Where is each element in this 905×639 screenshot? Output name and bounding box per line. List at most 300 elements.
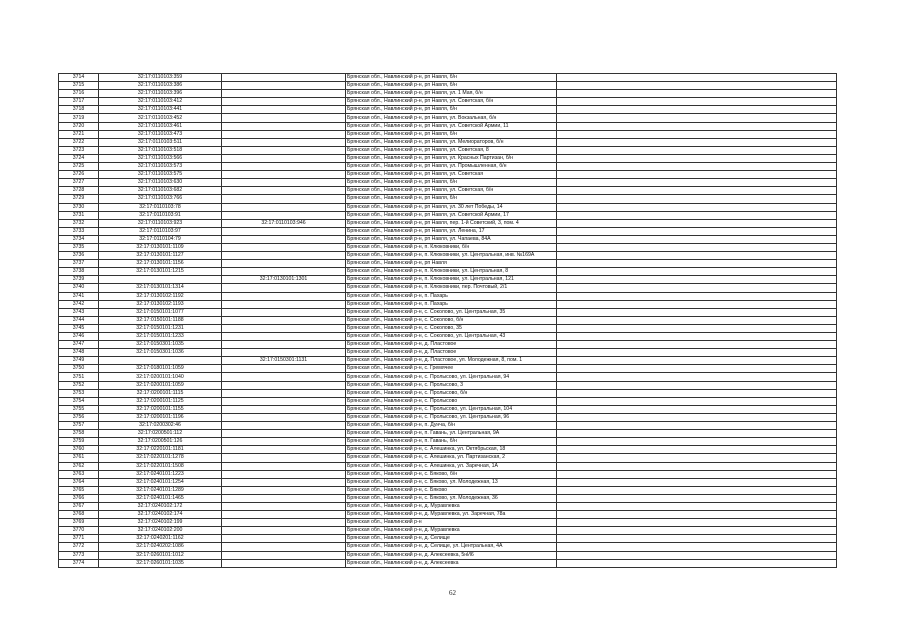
table-row (59, 502, 837, 510)
table-row (59, 130, 837, 138)
row-number-cell: 3760 (59, 446, 99, 454)
cadastral-number-cell: 32:17:0110103:511 (99, 138, 222, 146)
related-cadastral-number-cell (222, 527, 346, 535)
empty-cell (557, 389, 837, 397)
empty-cell (557, 154, 837, 162)
related-cadastral-number-cell (222, 316, 346, 324)
related-cadastral-number-cell (222, 381, 346, 389)
table-row (59, 268, 837, 276)
address-cell: Брянская обл., Навлинский р-н, рп Навля, ул. Советской Армии, 17 (346, 211, 557, 219)
empty-cell (557, 551, 837, 559)
cadastral-number-cell: 32:17:0110103:766 (99, 195, 222, 203)
related-cadastral-number-cell (222, 365, 346, 373)
address-cell: Брянская обл., Навлинский р-н, п. Дунча, б/н (346, 422, 557, 430)
related-cadastral-number-cell (222, 203, 346, 211)
cadastral-number-cell: 32:17:0180101:1059 (99, 365, 222, 373)
cadastral-number-cell: 32:17:0150301:1035 (99, 341, 222, 349)
empty-cell (557, 454, 837, 462)
related-cadastral-number-cell (222, 195, 346, 203)
table-row (59, 98, 837, 106)
address-cell: Брянская обл., Навлинский р-н, д. Пластовое (346, 341, 557, 349)
cadastral-number-cell: 32:17:0150101:1188 (99, 316, 222, 324)
empty-cell (557, 203, 837, 211)
row-number-cell: 3759 (59, 438, 99, 446)
row-number-cell: 3763 (59, 470, 99, 478)
table-row (59, 349, 837, 357)
address-cell: Брянская обл., Навлинский р-н, с. Алешинка, ул. Октябрьская, 18 (346, 446, 557, 454)
address-cell: Брянская обл., Навлинский р-н, д. Селище, ул. Центральная, 4А (346, 543, 557, 551)
row-number-cell: 3718 (59, 106, 99, 114)
empty-cell (557, 227, 837, 235)
row-number-cell: 3762 (59, 462, 99, 470)
address-cell: Брянская обл., Навлинский р-н, д. Пластовое, ул. Молодежная, 8, пом. 1 (346, 357, 557, 365)
related-cadastral-number-cell (222, 446, 346, 454)
cadastral-number-cell (99, 276, 222, 284)
row-number-cell: 3729 (59, 195, 99, 203)
address-cell: Брянская обл., Навлинский р-н, п. Клюковники, пер. Почтовый, 2/1 (346, 284, 557, 292)
empty-cell (557, 430, 837, 438)
address-cell: Брянская обл., Навлинский р-н, с. Алешинка, ул. Партизанская, 2 (346, 454, 557, 462)
related-cadastral-number-cell (222, 154, 346, 162)
address-cell: Брянская обл., Навлинский р-н, рп Навля, б/н (346, 74, 557, 82)
row-number-cell: 3750 (59, 365, 99, 373)
table-row (59, 430, 837, 438)
address-cell: Брянская обл., Навлинский р-н, рп Навля, б/н (346, 82, 557, 90)
address-cell: Брянская обл., Навлинский р-н, п. Гавань, б/н (346, 438, 557, 446)
empty-cell (557, 511, 837, 519)
cadastral-number-cell: 32:17:0110103:461 (99, 122, 222, 130)
address-cell: Брянская обл., Навлинский р-н, рп Навля, б/н (346, 195, 557, 203)
table-row (59, 243, 837, 251)
table-row (59, 227, 837, 235)
related-cadastral-number-cell (222, 405, 346, 413)
cadastral-number-cell: 32:17:0200101:1196 (99, 413, 222, 421)
cadastral-number-cell: 32:17:0110103:412 (99, 98, 222, 106)
cadastral-number-cell: 32:17:0200101:1125 (99, 397, 222, 405)
table-row (59, 300, 837, 308)
row-number-cell: 3770 (59, 527, 99, 535)
table-body (59, 74, 837, 568)
empty-cell (557, 519, 837, 527)
related-cadastral-number-cell (222, 284, 346, 292)
cadastral-number-cell: 32:17:0220101:1181 (99, 446, 222, 454)
table-row (59, 535, 837, 543)
row-number-cell: 3749 (59, 357, 99, 365)
related-cadastral-number-cell (222, 462, 346, 470)
related-cadastral-number-cell (222, 211, 346, 219)
row-number-cell: 3727 (59, 179, 99, 187)
table-row (59, 543, 837, 551)
cadastral-number-cell: 32:17:0110103:682 (99, 187, 222, 195)
cadastral-number-cell: 32:17:0110103:575 (99, 171, 222, 179)
row-number-cell: 3766 (59, 494, 99, 502)
empty-cell (557, 316, 837, 324)
address-cell: Брянская обл., Навлинский р-н, рп Навля, ул. Красных Партизан, б/н (346, 154, 557, 162)
cadastral-number-cell: 32:17:0110103:923 (99, 219, 222, 227)
row-number-cell: 3730 (59, 203, 99, 211)
table-row (59, 365, 837, 373)
empty-cell (557, 235, 837, 243)
empty-cell (557, 478, 837, 486)
address-cell: Брянская обл., Навлинский р-н, рп Навля, ул. Советская (346, 171, 557, 179)
empty-cell (557, 357, 837, 365)
row-number-cell: 3719 (59, 114, 99, 122)
table-row (59, 551, 837, 559)
row-number-cell: 3757 (59, 422, 99, 430)
related-cadastral-number-cell (222, 551, 346, 559)
empty-cell (557, 381, 837, 389)
related-cadastral-number-cell (222, 543, 346, 551)
empty-cell (557, 211, 837, 219)
cadastral-number-cell: 32:17:0150101:1077 (99, 308, 222, 316)
address-cell: Брянская обл., Навлинский р-н, рп Навля, ул. Советская, б/н (346, 187, 557, 195)
empty-cell (557, 74, 837, 82)
related-cadastral-number-cell (222, 130, 346, 138)
cadastral-number-cell: 32:17:0240101:1254 (99, 478, 222, 486)
row-number-cell: 3724 (59, 154, 99, 162)
cadastral-number-cell: 32:17:0240101:1223 (99, 470, 222, 478)
related-cadastral-number-cell (222, 511, 346, 519)
empty-cell (557, 535, 837, 543)
empty-cell (557, 171, 837, 179)
related-cadastral-number-cell (222, 82, 346, 90)
cadastral-number-cell: 32:17:0110103:441 (99, 106, 222, 114)
empty-cell (557, 252, 837, 260)
empty-cell (557, 284, 837, 292)
address-cell: Брянская обл., Навлинский р-н, с. Бяково, ул. Молодежная, 13 (346, 478, 557, 486)
cadastral-number-cell: 32:17:0240102:200 (99, 527, 222, 535)
empty-cell (557, 405, 837, 413)
related-cadastral-number-cell (222, 324, 346, 332)
address-cell: Брянская обл., Навлинский р-н, рп Навля, ул. 30 лет Победы, 14 (346, 203, 557, 211)
table-row (59, 511, 837, 519)
row-number-cell: 3715 (59, 82, 99, 90)
table-row (59, 333, 837, 341)
related-cadastral-number-cell (222, 268, 346, 276)
cadastral-number-cell: 32:17:0110104:79 (99, 235, 222, 243)
address-cell: Брянская обл., Навлинский р-н, д. Пластовое (346, 349, 557, 357)
empty-cell (557, 138, 837, 146)
row-number-cell: 3753 (59, 389, 99, 397)
empty-cell (557, 163, 837, 171)
empty-cell (557, 114, 837, 122)
address-cell: Брянская обл., Навлинский р-н, п. Клюковники, ул. Центральная, 8 (346, 268, 557, 276)
address-cell: Брянская обл., Навлинский р-н (346, 519, 557, 527)
cadastral-number-cell: 32:17:0130102:1192 (99, 292, 222, 300)
row-number-cell: 3768 (59, 511, 99, 519)
cadastral-number-cell: 32:17:0110103:78 (99, 203, 222, 211)
address-cell: Брянская обл., Навлинский р-н, с. Соколово, ул. Центральная, 43 (346, 333, 557, 341)
row-number-cell: 3744 (59, 316, 99, 324)
address-cell: Брянская обл., Навлинский р-н, с. Бяково (346, 486, 557, 494)
row-number-cell: 3748 (59, 349, 99, 357)
address-cell: Брянская обл., Навлинский р-н, д. Селище (346, 535, 557, 543)
address-cell: Брянская обл., Навлинский р-н, п. Клюковники, ул. Центральная, 121 (346, 276, 557, 284)
table-row (59, 494, 837, 502)
related-cadastral-number-cell (222, 300, 346, 308)
related-cadastral-number-cell (222, 454, 346, 462)
cadastral-number-cell: 32:17:0240201:1162 (99, 535, 222, 543)
address-cell: Брянская обл., Навлинский р-н, д. Алексеевка (346, 559, 557, 567)
empty-cell (557, 122, 837, 130)
table-row (59, 219, 837, 227)
cadastral-number-cell: 32:17:0220101:1278 (99, 454, 222, 462)
table-row (59, 146, 837, 154)
address-cell: Брянская обл., Навлинский р-н, рп Навля, б/н (346, 179, 557, 187)
related-cadastral-number-cell (222, 98, 346, 106)
cadastral-number-cell: 32:17:0110103:573 (99, 163, 222, 171)
row-number-cell: 3752 (59, 381, 99, 389)
row-number-cell: 3721 (59, 130, 99, 138)
empty-cell (557, 494, 837, 502)
table-row (59, 527, 837, 535)
table-row (59, 470, 837, 478)
empty-cell (557, 187, 837, 195)
address-cell: Брянская обл., Навлинский р-н, п. Пахарь (346, 292, 557, 300)
empty-cell (557, 268, 837, 276)
table-row (59, 74, 837, 82)
address-cell: Брянская обл., Навлинский р-н, рп Навля, ул. Чапаева, 84А (346, 235, 557, 243)
address-cell: Брянская обл., Навлинский р-н, д. Муравлевка (346, 502, 557, 510)
cadastral-number-cell: 32:17:0200101:1115 (99, 389, 222, 397)
address-cell: Брянская обл., Навлинский р-н, с. Соколово, 35 (346, 324, 557, 332)
cadastral-number-cell: 32:17:0240102:172 (99, 502, 222, 510)
cadastral-number-cell: 32:17:0200501:126 (99, 438, 222, 446)
table-row (59, 292, 837, 300)
related-cadastral-number-cell (222, 260, 346, 268)
address-cell: Брянская обл., Навлинский р-н, с. Пролысово, б/н (346, 389, 557, 397)
address-cell: Брянская обл., Навлинский р-н, рп Навля, ул. Мелиораторов, б/н (346, 138, 557, 146)
related-cadastral-number-cell (222, 502, 346, 510)
empty-cell (557, 179, 837, 187)
address-cell: Брянская обл., Навлинский р-н, с. Пролысово, 3 (346, 381, 557, 389)
cadastral-number-cell: 32:17:0110103:452 (99, 114, 222, 122)
related-cadastral-number-cell (222, 486, 346, 494)
row-number-cell: 3755 (59, 405, 99, 413)
empty-cell (557, 82, 837, 90)
address-cell: Брянская обл., Навлинский р-н, д. Алексеевка, 5нИ6 (346, 551, 557, 559)
table-row (59, 308, 837, 316)
cadastral-number-cell: 32:17:0130101:1109 (99, 243, 222, 251)
cadastral-number-cell: 32:17:0200101:1059 (99, 381, 222, 389)
related-cadastral-number-cell (222, 114, 346, 122)
related-cadastral-number-cell (222, 373, 346, 381)
table-row (59, 462, 837, 470)
page-number: 62 (449, 589, 456, 597)
address-cell: Брянская обл., Навлинский р-н, п. Гавань, ул. Центральная, 9А (346, 430, 557, 438)
empty-cell (557, 413, 837, 421)
related-cadastral-number-cell (222, 74, 346, 82)
empty-cell (557, 130, 837, 138)
empty-cell (557, 559, 837, 567)
row-number-cell: 3728 (59, 187, 99, 195)
row-number-cell: 3761 (59, 454, 99, 462)
cadastral-number-cell: 32:17:0150101:1231 (99, 324, 222, 332)
empty-cell (557, 349, 837, 357)
row-number-cell: 3739 (59, 276, 99, 284)
address-cell: Брянская обл., Навлинский р-н, с. Гремячее (346, 365, 557, 373)
cadastral-number-cell: 32:17:0110103:91 (99, 211, 222, 219)
address-cell: Брянская обл., Навлинский р-н, рп Навля, ул. Советской Армии, 11 (346, 122, 557, 130)
related-cadastral-number-cell (222, 243, 346, 251)
address-cell: Брянская обл., Навлинский р-н, рп Навля, б/н (346, 130, 557, 138)
address-cell: Брянская обл., Навлинский р-н, п. Пахарь (346, 300, 557, 308)
empty-cell (557, 438, 837, 446)
table-row (59, 211, 837, 219)
address-cell: Брянская обл., Навлинский р-н, рп Навля, ул. Вокзальная, б/н (346, 114, 557, 122)
table-row (59, 519, 837, 527)
related-cadastral-number-cell (222, 163, 346, 171)
address-cell: Брянская обл., Навлинский р-н, с. Пролысово, ул. Центральная, 94 (346, 373, 557, 381)
cadastral-number-cell: 32:17:0260101:1012 (99, 551, 222, 559)
table-row (59, 405, 837, 413)
cadastral-number-cell: 32:17:0220101:1508 (99, 462, 222, 470)
cadastral-number-cell: 32:17:0200302:46 (99, 422, 222, 430)
row-number-cell: 3758 (59, 430, 99, 438)
related-cadastral-number-cell (222, 430, 346, 438)
empty-cell (557, 276, 837, 284)
related-cadastral-number-cell: 32:17:0110103:946 (222, 219, 346, 227)
cadastral-number-cell: 32:17:0110103:566 (99, 154, 222, 162)
row-number-cell: 3714 (59, 74, 99, 82)
table-row (59, 252, 837, 260)
related-cadastral-number-cell (222, 292, 346, 300)
empty-cell (557, 365, 837, 373)
empty-cell (557, 422, 837, 430)
table-row (59, 203, 837, 211)
empty-cell (557, 341, 837, 349)
related-cadastral-number-cell (222, 397, 346, 405)
related-cadastral-number-cell (222, 90, 346, 98)
row-number-cell: 3743 (59, 308, 99, 316)
empty-cell (557, 470, 837, 478)
table-row (59, 381, 837, 389)
address-cell: Брянская обл., Навлинский р-н, с. Соколово, б/н (346, 316, 557, 324)
related-cadastral-number-cell (222, 470, 346, 478)
table-row (59, 478, 837, 486)
cadastral-number-cell: 32:17:0150101:1233 (99, 333, 222, 341)
empty-cell (557, 462, 837, 470)
row-number-cell: 3769 (59, 519, 99, 527)
table-row (59, 114, 837, 122)
address-cell: Брянская обл., Навлинский р-н, с. Бяково, б/н (346, 470, 557, 478)
empty-cell (557, 300, 837, 308)
row-number-cell: 3723 (59, 146, 99, 154)
table-row (59, 82, 837, 90)
row-number-cell: 3731 (59, 211, 99, 219)
row-number-cell: 3754 (59, 397, 99, 405)
cadastral-number-cell: 32:17:0110103:473 (99, 130, 222, 138)
related-cadastral-number-cell (222, 146, 346, 154)
row-number-cell: 3717 (59, 98, 99, 106)
address-cell: Брянская обл., Навлинский р-н, с. Бяково, ул. Молодежная, 36 (346, 494, 557, 502)
row-number-cell: 3720 (59, 122, 99, 130)
table-row (59, 163, 837, 171)
row-number-cell: 3725 (59, 163, 99, 171)
related-cadastral-number-cell (222, 494, 346, 502)
address-cell: Брянская обл., Навлинский р-н, д. Муравлевка, ул. Заречная, 78а (346, 511, 557, 519)
empty-cell (557, 90, 837, 98)
table-row (59, 559, 837, 567)
table-row (59, 171, 837, 179)
row-number-cell: 3746 (59, 333, 99, 341)
related-cadastral-number-cell (222, 138, 346, 146)
table-row (59, 373, 837, 381)
cadastral-number-cell: 32:17:0110103:386 (99, 82, 222, 90)
row-number-cell: 3767 (59, 502, 99, 510)
row-number-cell: 3756 (59, 413, 99, 421)
address-cell: Брянская обл., Навлинский р-н, с. Пролысово, ул. Центральная, 104 (346, 405, 557, 413)
table-row (59, 90, 837, 98)
cadastral-number-cell: 32:17:0130101:1127 (99, 252, 222, 260)
table-row (59, 454, 837, 462)
address-cell: Брянская обл., Навлинский р-н, с. Соколово, ул. Центральная, 35 (346, 308, 557, 316)
cadastral-number-cell: 32:17:0240101:1289 (99, 486, 222, 494)
row-number-cell: 3771 (59, 535, 99, 543)
row-number-cell: 3745 (59, 324, 99, 332)
address-cell: Брянская обл., Навлинский р-н, п. Клюковники, ул. Центральная, инв. №169А (346, 252, 557, 260)
cadastral-number-cell: 32:17:0130101:1215 (99, 268, 222, 276)
table-row (59, 195, 837, 203)
empty-cell (557, 292, 837, 300)
cadastral-number-cell: 32:17:0260101:1035 (99, 559, 222, 567)
address-cell: Брянская обл., Навлинский р-н, рп Навля, ул. Советская, б/н (346, 98, 557, 106)
empty-cell (557, 324, 837, 332)
related-cadastral-number-cell (222, 389, 346, 397)
address-cell: Брянская обл., Навлинский р-н, рп Навля, ул. Промышленная, б/н (346, 163, 557, 171)
address-cell: Брянская обл., Навлинский р-н, рп Навля, ул. Советская, 8 (346, 146, 557, 154)
address-cell: Брянская обл., Навлинский р-н, рп Навля, ул. 1 Мая, б/н (346, 90, 557, 98)
table-row (59, 179, 837, 187)
related-cadastral-number-cell (222, 179, 346, 187)
table-row (59, 276, 837, 284)
table-row (59, 446, 837, 454)
cadastral-number-cell: 32:17:0110103:396 (99, 90, 222, 98)
cadastral-number-cell: 32:17:0200101:1040 (99, 373, 222, 381)
related-cadastral-number-cell (222, 535, 346, 543)
empty-cell (557, 373, 837, 381)
related-cadastral-number-cell (222, 308, 346, 316)
related-cadastral-number-cell (222, 341, 346, 349)
cadastral-number-cell: 32:17:0130102:1193 (99, 300, 222, 308)
row-number-cell: 3772 (59, 543, 99, 551)
address-cell: Брянская обл., Навлинский р-н, рп Навля, ул. Ленина, 17 (346, 227, 557, 235)
cadastral-number-cell: 32:17:0110103:359 (99, 74, 222, 82)
cadastral-number-cell: 32:17:0240101:1465 (99, 494, 222, 502)
address-cell: Брянская обл., Навлинский р-н, рп Навля (346, 260, 557, 268)
row-number-cell: 3751 (59, 373, 99, 381)
related-cadastral-number-cell (222, 235, 346, 243)
table-row (59, 187, 837, 195)
cadastral-number-cell: 32:17:0240202:1086 (99, 543, 222, 551)
row-number-cell: 3726 (59, 171, 99, 179)
related-cadastral-number-cell (222, 252, 346, 260)
row-number-cell: 3722 (59, 138, 99, 146)
related-cadastral-number-cell (222, 422, 346, 430)
related-cadastral-number-cell (222, 519, 346, 527)
address-cell: Брянская обл., Навлинский р-н, рп Навля, б/н (346, 106, 557, 114)
related-cadastral-number-cell: 32:17:0130101:1301 (222, 276, 346, 284)
empty-cell (557, 502, 837, 510)
row-number-cell: 3738 (59, 268, 99, 276)
related-cadastral-number-cell (222, 349, 346, 357)
table-row (59, 397, 837, 405)
cadastral-number-cell: 32:17:0130101:1314 (99, 284, 222, 292)
related-cadastral-number-cell (222, 478, 346, 486)
table-row (59, 413, 837, 421)
row-number-cell: 3773 (59, 551, 99, 559)
table-row (59, 438, 837, 446)
